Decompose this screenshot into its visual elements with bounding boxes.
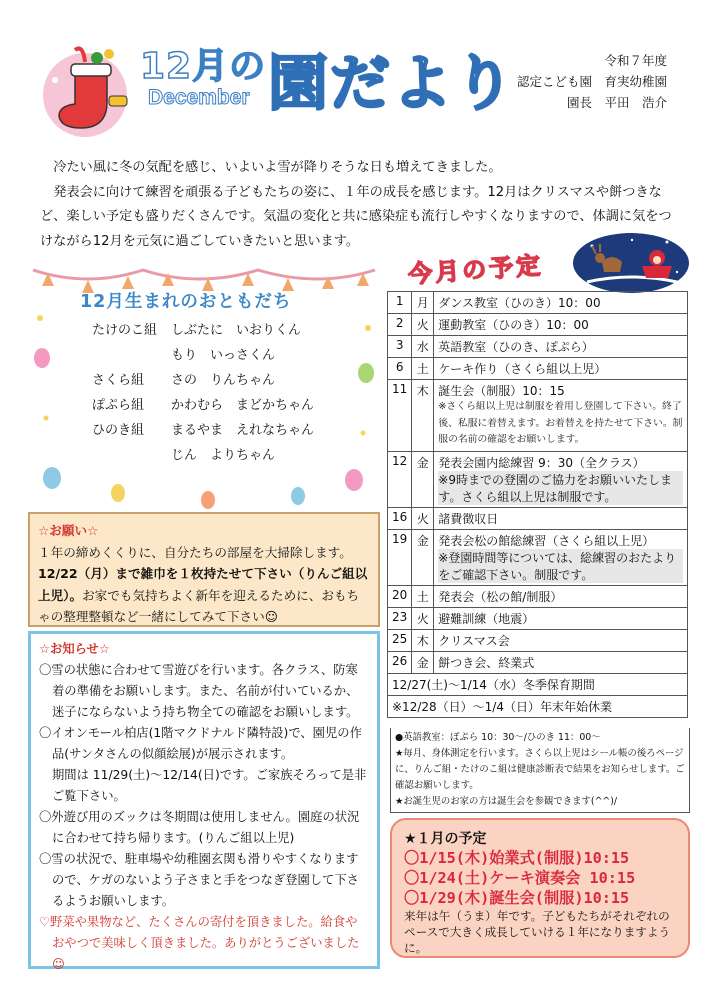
schedule-weekday: 金 [412, 651, 434, 673]
schedule-event: 餅つき会、終業式 [438, 655, 535, 670]
schedule-event-cell [434, 358, 688, 380]
list-item [92, 318, 314, 343]
schedule-event: 発表会園内総練習 9：30（全クラス） [438, 455, 645, 470]
child-name: さの りんちゃん [171, 373, 276, 388]
info-item: 〇雪の状況で、駐車場や幼稚園玄関も滑りやすくなりますので、ケガのないよう子さまと手をつなぎ登園して下さるようお願いします。 [39, 852, 359, 908]
schedule-weekday: 木 [412, 629, 434, 651]
info-item: 〇イオンモール柏店(1階マクドナルド隣特設)で、園児の作品(サンタさんの似顔絵展)が展示されます。 [39, 726, 362, 761]
schedule-event-cell [434, 529, 688, 585]
intro-paragraph: 発表会に向けて練習を頑張る子どもたちの姿に、１年の成長を感じます。12月はクリスマスや餅つきなど、楽しい予定も盛りだくさんです。気温の変化と共に感染症も流行しやすくなりますので、体調に気をつけながら12月を元気に過ごしていきたいと思います。 [40, 184, 672, 249]
table-row [388, 651, 688, 673]
child-name: かわむら まどかちゃん [171, 398, 315, 413]
table-row [388, 629, 688, 651]
schedule-day: 16 [388, 507, 412, 529]
table-row [388, 507, 688, 529]
table-row [388, 380, 688, 452]
schedule-event: 避難訓練（地震） [438, 611, 535, 626]
schedule-event: 発表会松の館総練習（さくら組以上児） [438, 533, 655, 548]
schedule-event-cell [434, 507, 688, 529]
schedule-event-cell [434, 607, 688, 629]
schedule-weekday: 金 [412, 529, 434, 585]
schedule-event: 運動教室（ひのき）10：00 [438, 318, 589, 332]
schedule-day: 26 [388, 651, 412, 673]
notice-box [28, 512, 380, 627]
notice-bold-text: 12/22（月）まで雑巾を１枚持たせて下さい（りんご組以上児）。 [38, 566, 368, 603]
schedule-event-cell [434, 651, 688, 673]
schedule-weekday: 木 [412, 380, 434, 452]
fiscal-year: 令和７年度 [604, 53, 667, 68]
january-event: 〇1/29(木)誕生会(制服)10:15 [404, 889, 630, 907]
schedule-event-cell [434, 451, 688, 507]
class-name: さくら組 [92, 373, 145, 388]
january-message: 来年は午（うま）年です。子どもたちがそれぞれのペースで大きく成長していける１年になりますように。 [404, 909, 671, 955]
schedule-day: 2 [388, 314, 412, 336]
child-name: もり いっさくん [171, 348, 276, 363]
schedule-weekday: 月 [412, 292, 434, 314]
schedule-event-cell [434, 314, 688, 336]
schedule-event: ダンス教室（ひのき）10：00 [438, 296, 601, 310]
santa-sleigh-icon [572, 232, 690, 294]
january-event: 〇1/15(木)始業式(制服)10:15 [404, 849, 630, 867]
schedule-event: ケーキ作り（さくら組以上児） [438, 362, 607, 376]
schedule-day: 11 [388, 380, 412, 452]
title-month-en: December [148, 86, 250, 109]
schedule-day: 25 [388, 629, 412, 651]
info-box [28, 631, 380, 969]
christmas-stocking-icon [35, 40, 145, 140]
info-title: ☆お知らせ☆ [39, 642, 110, 656]
schedule-highlight-note: ※9時までの登園のご協力をお願いいたします。さくら組以上児は制服です。 [438, 471, 683, 505]
schedule-event-cell [434, 380, 688, 452]
schedule-event-cell [434, 336, 688, 358]
notice-text: １年の締めくくりに、自分たちの部屋を大掃除します。 [38, 544, 352, 560]
january-title: ★１月の予定 [404, 831, 487, 847]
exhibit-period: 期間は 11/29(土)～12/14(日)です。ご家族そろって是非ご覧下さい。 [52, 768, 367, 803]
note-item: ●英語教室：ぽぷら 10：30～/ひのき 11：00～ [395, 732, 601, 743]
child-name: しぶたに いおりくん [171, 323, 302, 338]
class-name: ひのき組 [92, 423, 145, 438]
table-row [388, 336, 688, 358]
schedule-event: 英語教室（ひのき、ぽぷら） [438, 340, 594, 354]
schedule-weekday: 土 [412, 358, 434, 380]
birthday-title: 12月生まれのおともだち [80, 292, 292, 312]
table-row [388, 673, 688, 695]
class-name: ぽぷら組 [92, 398, 145, 413]
schedule-day: 1 [388, 292, 412, 314]
table-row [388, 451, 688, 507]
schedule-weekday: 水 [412, 336, 434, 358]
schedule-day: 6 [388, 358, 412, 380]
notice-text: お家でも気持ちよく新年を迎えるために、おもちゃの整理整頓など一緒にしてみて下さい☺ [38, 587, 360, 624]
list-item [92, 343, 314, 368]
list-item [92, 418, 314, 443]
table-row [388, 529, 688, 585]
schedule-event-cell [434, 629, 688, 651]
info-item: 〇雪の状態に合わせて雪遊びを行います。各クラス、防寒着の準備をお願いします。また、名前が付いているか、迷子にならないよう持ち物全ての確認をお願いします。 [39, 663, 359, 719]
title-month: 12月の [140, 46, 267, 87]
class-name [92, 443, 171, 468]
schedule-footer: 12/27(土)～1/14（水）冬季保育期間 [388, 673, 688, 695]
intro-paragraph: 冷たい風に冬の気配を感じ、いよいよ雪が降りそうな日も増えてきました。 [53, 160, 502, 175]
schedule-weekday: 金 [412, 451, 434, 507]
notice-title: ☆お願い☆ [38, 523, 99, 538]
schedule-event: 誕生会（制服）10：15 [438, 384, 565, 398]
schedule-highlight-note: ※登園時間等については、総練習のおたよりをご確認下さい。制服です。 [438, 549, 683, 583]
note-item: ★お誕生児のお家の方は誕生会を参観できます(^^)/ [395, 796, 618, 807]
thanks-text: ♡野菜や果物など、たくさんの寄付を頂きました。給食やおやつで美味しく頂きました。ありがとうございました☺ [39, 915, 360, 971]
class-name: たけのこ組 [92, 323, 158, 338]
schedule-event-cell [434, 292, 688, 314]
principal-name: 園長 平田 浩介 [566, 95, 667, 110]
schedule-note: ※さくら組以上児は制服を着用し登園して下さい。終了後、私服に着替えます。お着替えを持たせて下さい。制服の名前の確認をお願いします。 [438, 401, 683, 445]
schedule-event: クリスマス会 [438, 633, 510, 648]
page-title: 園だより [268, 49, 516, 119]
table-row [388, 292, 688, 314]
table-row [388, 585, 688, 607]
list-item [92, 443, 314, 468]
schedule-event: 諸費徴収日 [438, 511, 499, 526]
birthday-list [92, 318, 314, 468]
schedule-event: 発表会（松の館/制服） [438, 589, 563, 604]
schedule-weekday: 土 [412, 585, 434, 607]
schedule-weekday: 火 [412, 314, 434, 336]
class-name [92, 343, 171, 368]
january-box [390, 818, 690, 958]
schedule-weekday: 火 [412, 607, 434, 629]
schedule-notes [390, 728, 690, 813]
schedule-weekday: 火 [412, 507, 434, 529]
table-row [388, 358, 688, 380]
table-row [388, 695, 688, 717]
schedule-title: 今月の予定 [407, 251, 544, 289]
schedule-day: 20 [388, 585, 412, 607]
schedule-day: 3 [388, 336, 412, 358]
table-row [388, 607, 688, 629]
schedule-day: 12 [388, 451, 412, 507]
note-item: ★毎月、身体測定を行います。さくら以上児はシール帳の後ろページに、りんご組・たけのこ組は健康診断表で結果をお知らせします。ご確認お願いします。 [395, 748, 685, 791]
schedule-table [387, 291, 688, 718]
schedule-footer: ※12/28（日）～1/4（日）年末年始休業 [388, 695, 688, 717]
child-name: まるやま えれなちゃん [171, 423, 315, 438]
info-item: 〇外遊び用のズックは冬期間は使用しません。園庭の状況に合わせて持ち帰ります。(りんご組以上児) [39, 810, 360, 845]
school-name: 認定こども園 育実幼稚園 [516, 74, 667, 89]
list-item [92, 368, 314, 393]
schedule-day: 19 [388, 529, 412, 585]
schedule-day: 23 [388, 607, 412, 629]
child-name: じん よりちゃん [171, 448, 276, 463]
header-info [517, 50, 667, 113]
table-row [388, 314, 688, 336]
list-item [92, 393, 314, 418]
january-event: 〇1/24(土)ケーキ演奏会 10:15 [404, 869, 636, 887]
schedule-event-cell [434, 585, 688, 607]
